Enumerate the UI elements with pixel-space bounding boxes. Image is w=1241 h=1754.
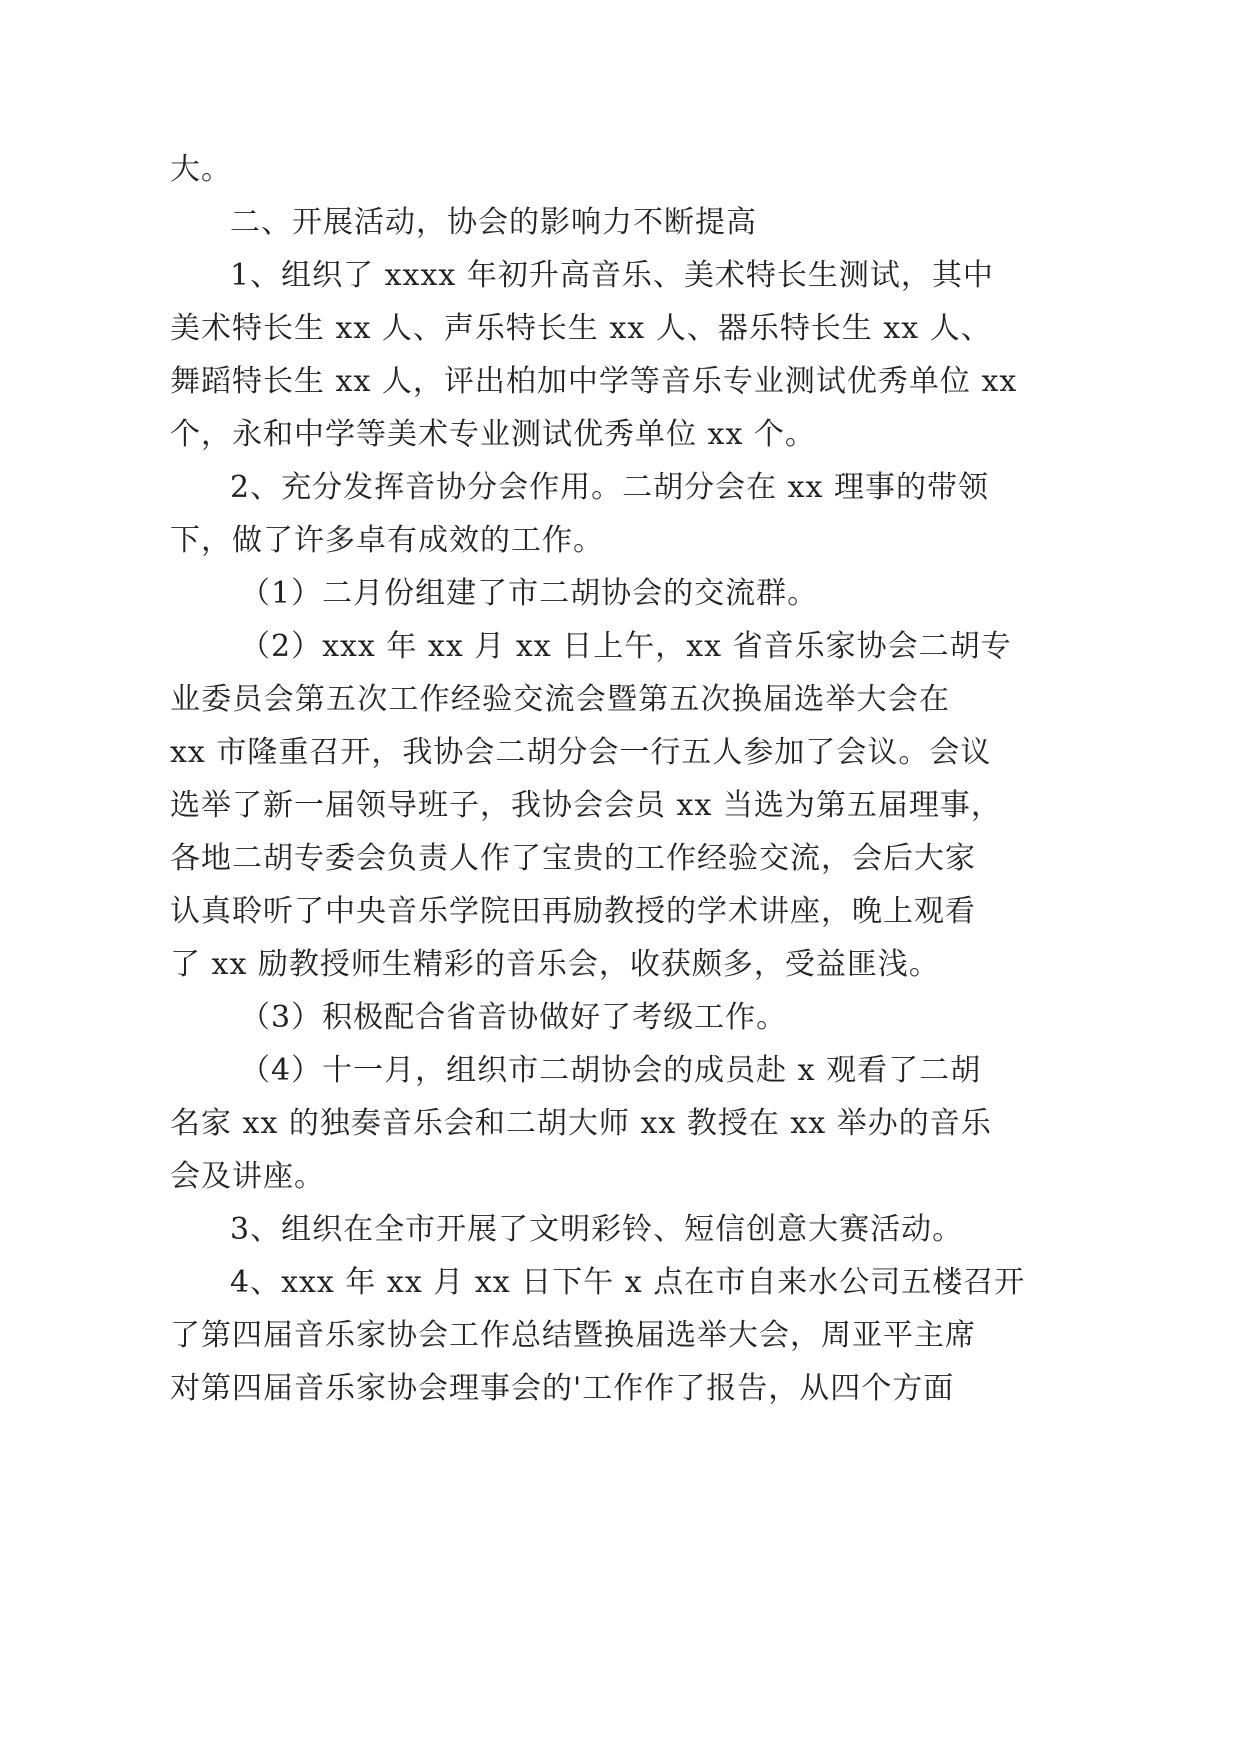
text-line: 名家 xx 的独奏音乐会和二胡大师 xx 教授在 xx 举办的音乐 [170,1106,992,1141]
text-line: 下，做了许多卓有成效的工作。 [170,523,604,558]
text-line: 业委员会第五次工作经验交流会暨第五次换届选举大会在 [170,682,950,717]
text-line: 了 xx 励教授师生精彩的音乐会，收获颇多，受益匪浅。 [170,947,940,982]
text-line: （1）二月份组建了市二胡协会的交流群。 [240,576,819,611]
text-line: 对第四届音乐家协会理事会的'工作作了报告，从四个方面 [170,1371,955,1406]
text-line: （3）积极配合省音协做好了考级工作。 [240,1000,788,1035]
text-line: xx 市隆重召开，我协会二胡分会一行五人参加了会议。会议 [170,735,992,770]
text-line: 认真聆听了中央音乐学院田再励教授的学术讲座，晚上观看 [170,894,976,929]
text-line: 4、xxx 年 xx 月 xx 日下午 x 点在市自来水公司五楼召开 [230,1265,1026,1300]
text-line: 美术特长生 xx 人、声乐特长生 xx 人、器乐特长生 xx 人、 [170,311,992,346]
text-line: （4）十一月，组织市二胡协会的成员赴 x 观看了二胡 [240,1053,982,1088]
section-heading: 二、开展活动，协会的影响力不断提高 [230,205,757,240]
text-line: （2）xxx 年 xx 月 xx 日上午，xx 省音乐家协会二胡专 [240,629,1012,664]
text-line: 个，永和中学等美术专业测试优秀单位 xx 个。 [170,417,816,452]
text-line: 舞蹈特长生 xx 人，评出柏加中学等音乐专业测试优秀单位 xx [170,364,1018,399]
text-line: 3、组织在全市开展了文明彩铃、短信创意大赛活动。 [230,1212,964,1247]
text-line: 各地二胡专委会负责人作了宝贵的工作经验交流，会后大家 [170,841,976,876]
text-line: 1、组织了 xxxx 年初升高音乐、美术特长生测试，其中 [230,258,994,293]
text-line: 大。 [170,152,232,187]
text-line: 了第四届音乐家协会工作总结暨换届选举大会，周亚平主席 [170,1318,976,1353]
text-line: 会及讲座。 [170,1159,325,1194]
text-line: 2、充分发挥音协分会作用。二胡分会在 xx 理事的带领 [230,470,989,505]
text-line: 选举了新一届领导班子，我协会会员 xx 当选为第五届理事， [170,788,1002,823]
